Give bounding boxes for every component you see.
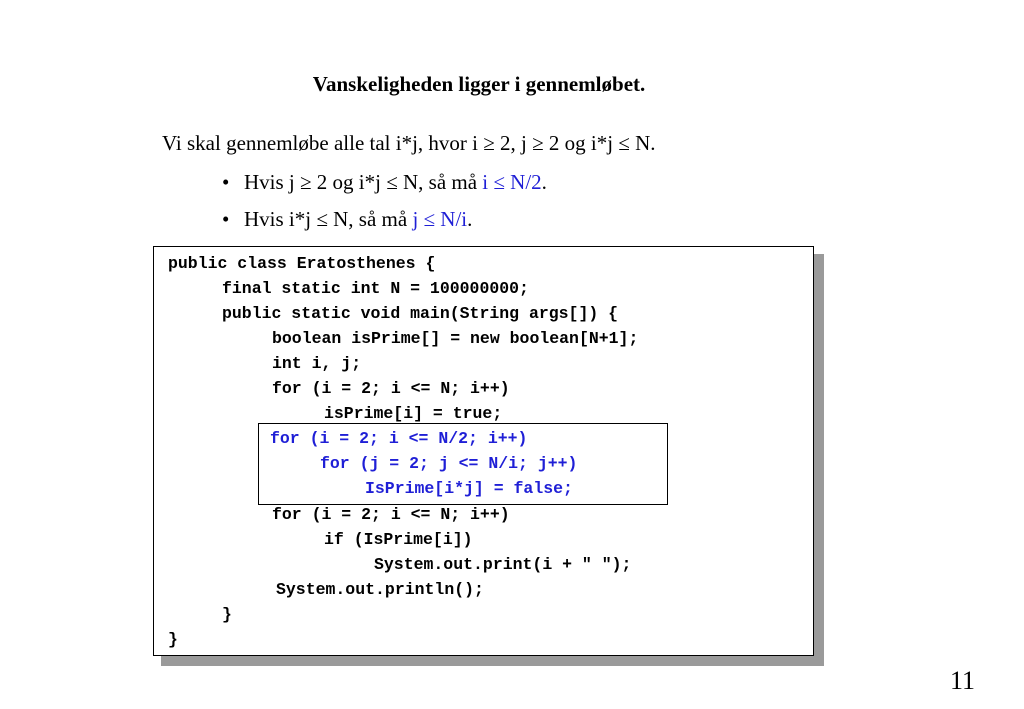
code-line: public static void main(String args[]) { bbox=[222, 304, 619, 323]
bullet-marker: • bbox=[222, 207, 230, 231]
bullet-item bbox=[222, 207, 472, 232]
code-line: } bbox=[168, 630, 178, 649]
bullet-suffix: . bbox=[467, 207, 473, 231]
code-line: public class Eratosthenes { bbox=[168, 254, 436, 273]
code-line: System.out.print(i + " "); bbox=[374, 555, 632, 574]
bullet-highlight: i ≤ N/2 bbox=[482, 170, 542, 194]
code-line: for (i = 2; i <= N; i++) bbox=[272, 379, 510, 398]
code-line: if (IsPrime[i]) bbox=[324, 530, 473, 549]
code-line-highlighted: IsPrime[i*j] = false; bbox=[365, 479, 573, 498]
code-line: isPrime[i] = true; bbox=[324, 404, 503, 423]
bullet-suffix: . bbox=[541, 170, 547, 194]
page-number: 11 bbox=[950, 666, 976, 695]
code-line: for (i = 2; i <= N; i++) bbox=[272, 505, 510, 524]
code-line: } bbox=[222, 605, 232, 624]
code-line: int i, j; bbox=[272, 354, 362, 373]
code-line: boolean isPrime[] = new boolean[N+1]; bbox=[272, 329, 639, 348]
bullet-highlight: j ≤ N/i bbox=[412, 207, 468, 231]
code-line: final static int N = 100000000; bbox=[222, 279, 529, 298]
code-line: System.out.println(); bbox=[276, 580, 484, 599]
code-line-highlighted: for (i = 2; i <= N/2; i++) bbox=[270, 429, 528, 448]
code-line-highlighted: for (j = 2; j <= N/i; j++) bbox=[320, 454, 578, 473]
bullet-item bbox=[222, 170, 547, 195]
bullet-text: Hvis i*j ≤ N, så må bbox=[244, 207, 413, 231]
bullet-marker: • bbox=[222, 170, 230, 194]
intro-text: Vi skal gennemløbe alle tal i*j, hvor i ≥ 2, j ≥ 2 og i*j ≤ N. bbox=[162, 131, 656, 155]
bullet-text: Hvis j ≥ 2 og i*j ≤ N, så må bbox=[244, 170, 483, 194]
slide-title: Vanskeligheden ligger i gennemløbet. bbox=[312, 72, 646, 96]
code-box bbox=[153, 246, 814, 656]
